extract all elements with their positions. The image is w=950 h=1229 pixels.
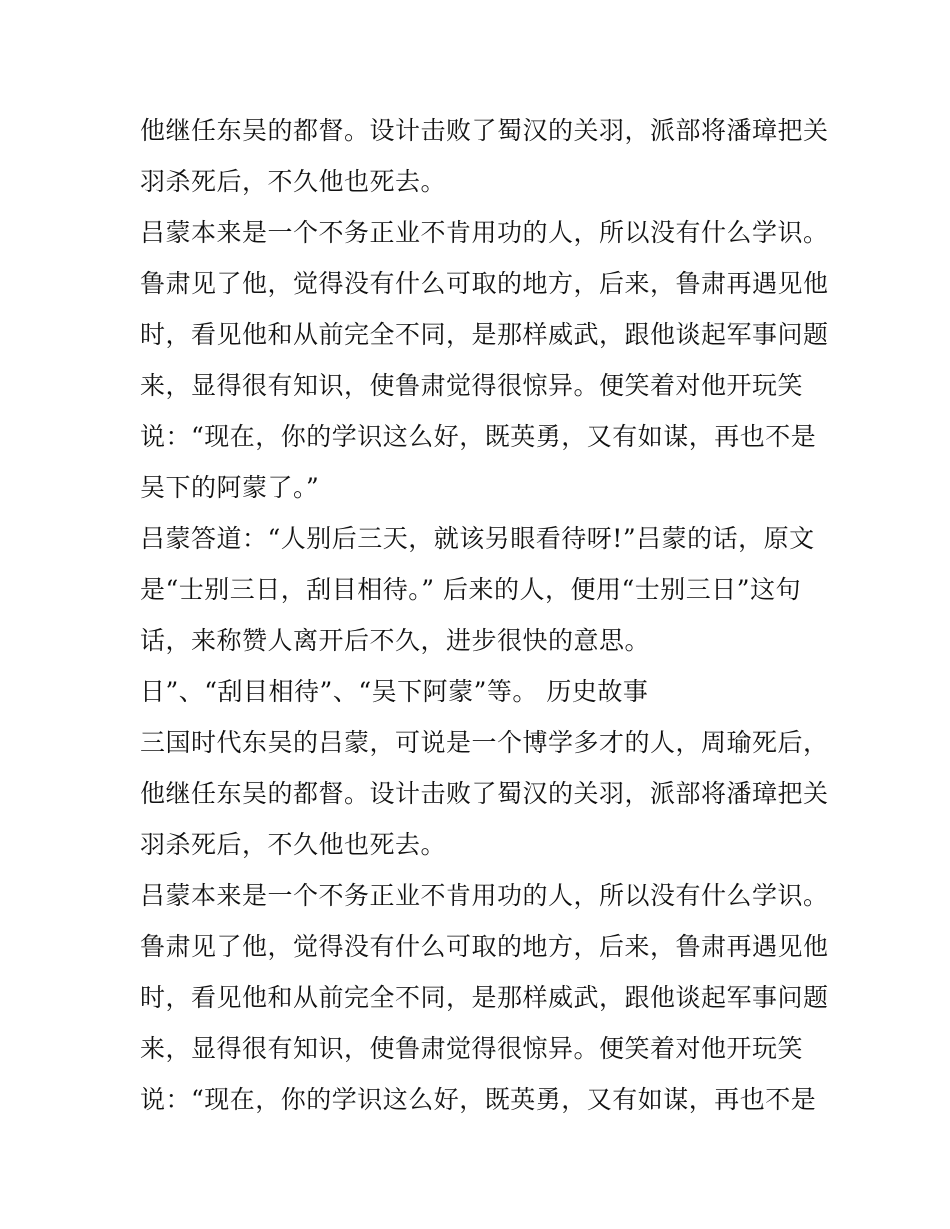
text-line: 日”、“刮目相待”、“吴下阿蒙”等。 历史故事 [140, 677, 649, 706]
text-line: 是“士别三日，刮目相待。” 后来的人，便用“士别三日”这句 [140, 575, 802, 604]
text-line: 说：“现在，你的学识这么好，既英勇，又有如谋，再也不是 [140, 422, 817, 451]
text-line: 吕蒙答道：“人别后三天，就该另眼看待呀!”吕蒙的话，原文 [140, 524, 815, 553]
text-line: 来，显得很有知识，使鲁肃觉得很惊异。便笑着对他开玩笑 [140, 371, 804, 400]
text-line: 他继任东吴的都督。设计击败了蜀汉的关羽，派部将潘璋把关 [140, 116, 829, 145]
text-line: 时，看见他和从前完全不同，是那样威武，跟他谈起军事问题 [140, 320, 829, 349]
text-line: 鲁肃见了他，觉得没有什么可取的地方，后来，鲁肃再遇见他 [140, 932, 829, 961]
text-line: 话，来称赞人离开后不久，进步很快的意思。 [140, 626, 651, 655]
text-line: 鲁肃见了他，觉得没有什么可取的地方，后来，鲁肃再遇见他 [140, 269, 829, 298]
text-line: 吕蒙本来是一个不务正业不肯用功的人，所以没有什么学识。 [140, 218, 829, 247]
body-text [140, 105, 830, 1125]
text-line: 来，显得很有知识，使鲁肃觉得很惊异。便笑着对他开玩笑 [140, 1034, 804, 1063]
text-line: 吕蒙本来是一个不务正业不肯用功的人，所以没有什么学识。 [140, 881, 829, 910]
text-line: 羽杀死后，不久他也死去。 [140, 167, 447, 196]
text-line: 他继任东吴的都督。设计击败了蜀汉的关羽，派部将潘璋把关 [140, 779, 829, 808]
text-line: 吴下的阿蒙了。” [140, 473, 320, 502]
text-line: 说：“现在，你的学识这么好，既英勇，又有如谋，再也不是 [140, 1085, 817, 1114]
text-line: 时，看见他和从前完全不同，是那样威武，跟他谈起军事问题 [140, 983, 829, 1012]
text-line: 三国时代东吴的吕蒙，可说是一个博学多才的人，周瑜死后， [140, 728, 829, 757]
text-line: 羽杀死后，不久他也死去。 [140, 830, 447, 859]
